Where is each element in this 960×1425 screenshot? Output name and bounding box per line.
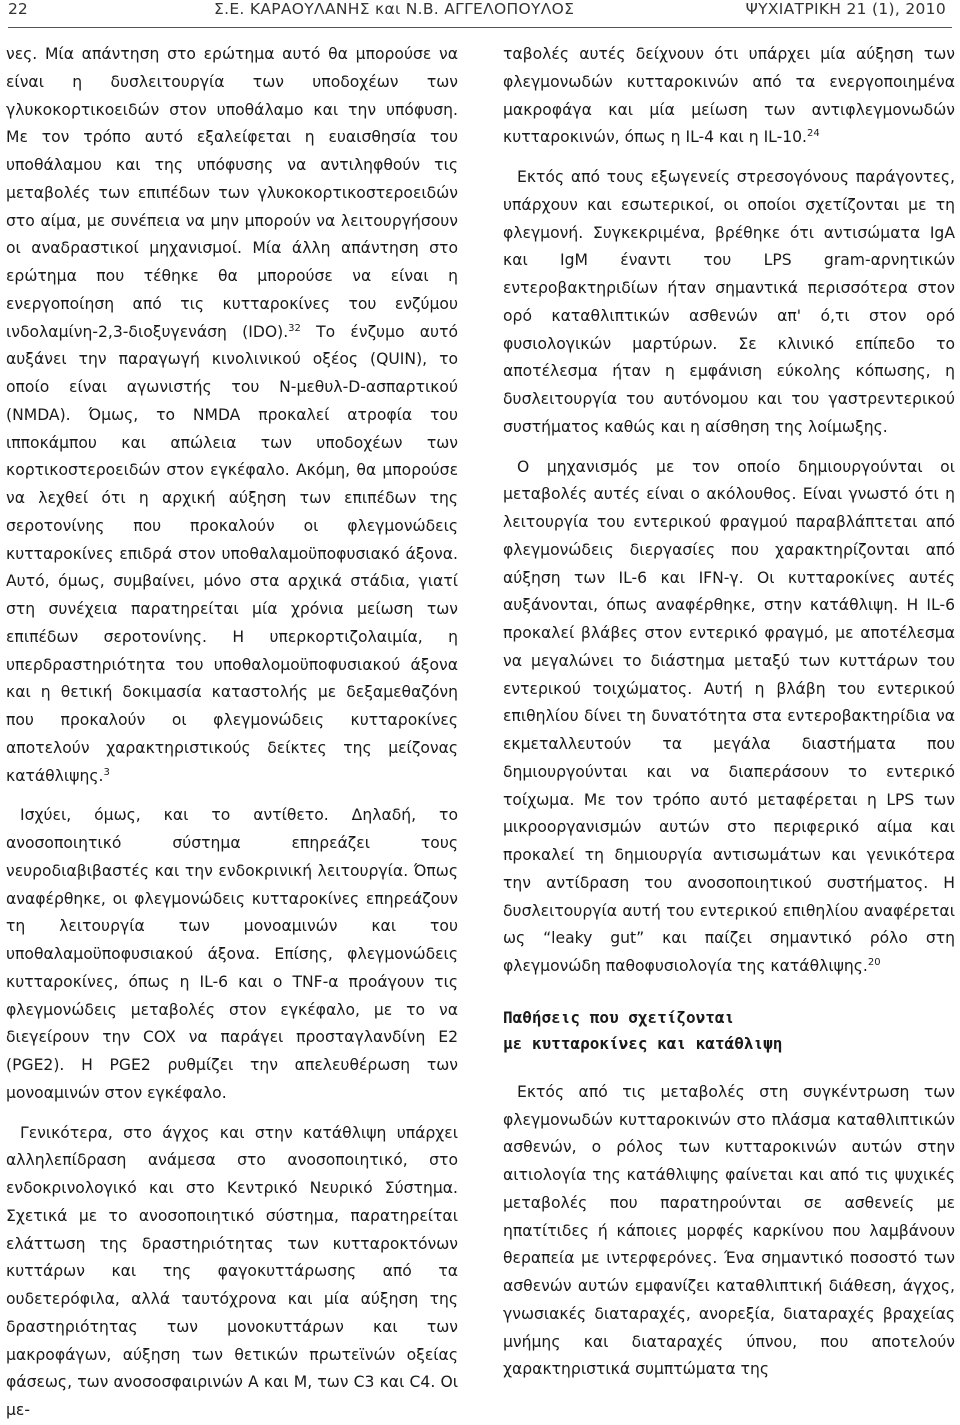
left-column: [6, 41, 458, 1425]
paragraph-internal-stressors: Εκτός από τους εξωγενείς στρεσογόνους παράγοντες, υπάρχουν και εσωτερικοί, οι οποίοι σχετίζονται με τη φλεγμονή. Συγκεκριμένα, βρέθηκε ότι αντισώματα IgA και IgM έναντι του LPS gram-αρνητικών εντεροβακτηριδίων ήταν σημαντικά περισσότερα στον ορό καταθλιπτικών ασθενών απ' ό,τι στον ορό φυσιολογικών μαρτύρων. Σε κλινικό επίπεδο το αποτέλεσμα ήταν η εμφάνιση εύκολης κόπωσης, η δυσλειτουργία του αυτόνομου και του γαστρεντερικού συστήματος καθώς και η αίσθηση της λοίμωξης.: [503, 168, 955, 436]
reference-marker: 32: [288, 322, 301, 334]
paragraph-text: Το ένζυμο αυτό αυξάνει την παραγωγή κινολινικού οξέος (QUIN), το οποίο είναι αγωνιστής του N-μεθυλ-D-ασπαρτικού (NMDA). Όμως, το NMDA προκαλεί ατροφία του ιπποκάμπου και απώλεια των υποδοχέων των κορτικοστεροειδών στον εγκέφαλο. Ακόμη, θα μπορούσε να λεχθεί ότι η αρχική αύξηση των επιπέδων της σεροτονίνης που προκαλούν οι φλεγμονώδεις κυτταροκίνες επιδρά στον υποθαλαμοϋποφυσιακό άξονα. Αυτό, όμως, συμβαίνει, μόνο στα αρχικά στάδια, γιατί στη συνέχεια παρατηρείται μία χρόνια μείωση των επιπέδων σεροτονίνης. Η υπερκορτιζολαιμία, η υπερδραστηριότητα του υποθαλομοϋποφυσιακού άξονα και η θετική δοκιμασία καταστολής με δεξαμεθαζόνη που προκαλούν οι φλεγμονώδεις κυτταροκίνες αποτελούν χαρακτηριστικούς δείκτες της μείζονας κατάθλιψης.: [6, 322, 458, 785]
section-heading: [503, 1005, 955, 1057]
journal-citation: ΨΥΧΙΑΤΡΙΚΗ 21 (1), 2010: [745, 0, 946, 18]
paragraph-leaky-gut: [503, 454, 955, 981]
running-authors: Σ.Ε. ΚΑΡΑΟΥΛΑΝΗΣ και Ν.Β. ΑΓΓΕΛΟΠΟΥΛΟΣ: [214, 0, 575, 18]
paragraph-interferon: Εκτός από τις μεταβολές στη συγκέντρωση των φλεγμονωδών κυτταροκινών στο πλάσμα καταθλιπτικών ασθενών, ο ρόλος των κυτταροκινών αυτών στην αιτιολογία της κατάθλιψης φαίνεται και από τις ψυχικές μεταβολές που παρατηρούνται σε ασθενείς με ηπατίτιδες ή κάποιες μορφές καρκίνου που λαμβάνουν θεραπεία με ιντερφερόνες. Ένα σημαντικό ποσοστό των ασθενών αυτών εμφανίζει καταθλιπτική διάθεση, άγχος, γνωσιακές διαταραχές, ανορεξία, διαταραχές βραχείας μνήμης και διαταραχές ύπνου, που αποτελούν χαρακτηριστικά συμπτώματα της: [503, 1082, 955, 1379]
paragraph-immune-effects: Ισχύει, όμως, και το αντίθετο. Δηλαδή, το ανοσοποιητικό σύστημα επηρεάζει τους νευροδιαβιβαστές και την ενδοκρινική λειτουργία. Όπως αναφέρθηκε, οι φλεγμονώδεις κυτταροκίνες επηρεάζουν τη λειτουργία των μονοαμινών και του υποθαλαμοϋποφυσιακού άξονα. Επίσης, φλεγμονώδεις κυτταροκίνες, όπως η IL-6 και ο TNF-α προάγουν τις φλεγμονώδεις μεταβολές στον εγκέφαλο, με το να διεγείρουν την COX να παράγει προσταγλανδίνη Ε2 (PGE2). Η PGE2 ρυθμίζει την απελευθέρωση των μονοαμινών στον εγκέφαλο.: [6, 806, 458, 1102]
section-heading-line: Παθήσεις που σχετίζονται: [503, 1007, 735, 1027]
section-heading-line: με κυτταροκίνες και κατάθλιψη: [503, 1033, 783, 1053]
header-divider: [8, 27, 952, 28]
running-header: [0, 0, 960, 30]
reference-marker: 3: [103, 766, 110, 778]
reference-marker: 24: [807, 128, 820, 140]
paragraph-stress-interaction: Γενικότερα, στο άγχος και στην κατάθλιψη υπάρχει αλληλεπίδραση ανάμεσα στο ανοσοποιητικό, στο ενδοκρινολογικό και στο Κεντρικό Νευρικό Σύστημα. Σχετικά με το ανοσοποιητικό σύστημα, παρατηρείται ελάττωση της δραστηριότητας των κυτταροκτόνων κυττάρων και της φαγοκυττάρωσης από τα ουδετερόφιλα, αλλά ταυτόχρονα και μία αύξηση της δραστηριότητας των μονοκυττάρων και των μακροφάγων, αύξηση των θετικών πρωτεϊνών οξείας φάσεως, των ανοσοσφαιρινών Α και Μ, των C3 και C4. Οι με-: [6, 1123, 458, 1419]
reference-marker: 20: [867, 957, 881, 968]
paragraph-text: νες. Μία απάντηση στο ερώτημα αυτό θα μπορούσε να είναι η δυσλειτουργία των υποδοχέων των γλυκοκορτικοειδών στον υποθάλαμο και την υπόφυση. Με τον τρόπο αυτό εξαλείφεται η ευαισθησία του υποθάλαμου και της υπόφυσης να αντιληφθούν τις μεταβολές των επιπέδων των γλυκοκορτικοστεροειδών στο αίμα, με συνέπεια να μην μπορούν να λειτουργήσουν οι αναδραστικοί μηχανισμοί. Μία άλλη απάντηση στο ερώτημα που τέθηκε θα μπορούσε να είναι η ενεργοποίηση από τις κυτταροκίνες του ενζύμου ινδολαμίνη-2,3-διοξυγενάση (IDO).: [6, 45, 458, 341]
right-column: [503, 41, 955, 1384]
page-number: 22: [8, 0, 28, 18]
paragraph-text: Ο μηχανισμός με τον οποίο δημιουργούνται οι μεταβολές αυτές είναι ο ακόλουθος. Είναι γνωστό ότι η λειτουργία του εντερικού φραγμού παραβλάπτεται από φλεγμονώδεις διεργασίες που χαρακτηρίζονται από αύξηση των IL-6 και IFN-γ. Οι κυτταροκίνες αυτές αυξάνονται, όπως αναφέρθηκε, στην κατάθλιψη. Η IL-6 προκαλεί βλάβες στον εντερικό φραγμό, με αποτέλεσμα να μεγαλώνει το διάστημα μεταξύ των κυττάρων του εντερικού τοιχώματος. Αυτή η βλάβη του εντερικού επιθηλίου δίνει τη δυνατότητα στα εντεροβακτηρίδια να εκμεταλλευτούν τα μεγάλα διαστήματα που δημιουργούνται και να διαπεράσουν το εντερικό τοίχωμα. Με τον τρόπο αυτό μεταφέρεται η LPS των μικροοργανισμών αυτών στο περιφερικό αίμα και προκαλεί τη δημιουργία αντισωμάτων και γενικότερα την αντίδραση του ανοσοποιητικού συστήματος. Η δυσλειτουργία αυτή του εντερικού επιθηλίου αναφέρεται ως “leaky gut” και παίζει σημαντικό ρόλο στη φλεγμονώδη παθοφυσιολογία της κατάθλιψης.: [503, 457, 955, 975]
paragraph-text: ταβολές αυτές δείχνουν ότι υπάρχει μία αύξηση των φλεγμονωδών κυτταροκινών από τα ενεργοποιημένα μακροφάγα και μία μείωση των αντιφλεγμονωδών κυτταροκινών, όπως η IL-4 και η IL-10.: [503, 45, 955, 147]
paragraph-cytokine-mechanisms: [6, 41, 458, 790]
paragraph-continuation: [503, 41, 955, 152]
